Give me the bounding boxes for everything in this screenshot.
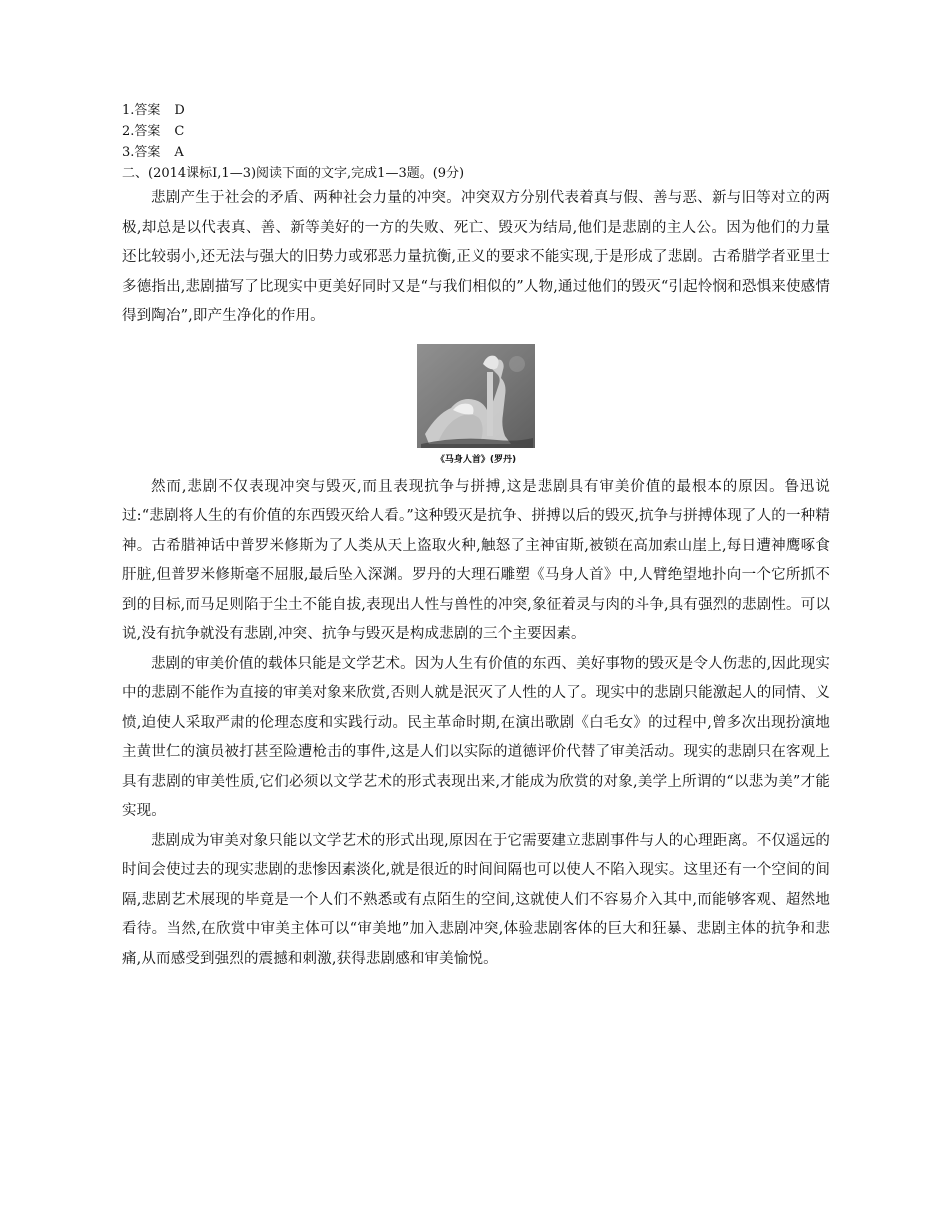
- answer-label: 1.答案: [122, 103, 161, 118]
- answer-label: 2.答案: [122, 124, 161, 139]
- answer-value: C: [174, 124, 185, 139]
- answer-value: A: [174, 145, 184, 160]
- paragraph-1: 悲剧产生于社会的矛盾、两种社会力量的冲突。冲突双方分别代表着真与假、善与恶、新与旧等对立的两极,却总是以代表真、善、新等美好的一方的失败、死亡、毁灭为结局,他们是悲剧的主人公。因为他们的力量还比较弱小,还无法与强大的旧势力或邪恶力量抗衡,正义的要求不能实现,于是形成了悲剧。古希腊学者亚里士多德指出,悲剧描写了比现实中更美好同时又是“与我们相似的”人物,通过他们的毁灭“引起怜悯和恐惧来使感情得到陶冶”,即产生净化的作用。: [122, 190, 830, 324]
- answer-2: [122, 121, 830, 142]
- figure-caption: 《马身人首》(罗丹): [435, 454, 517, 465]
- centaur-sculpture-image: [417, 344, 535, 448]
- document-page: [122, 100, 830, 974]
- figure: [122, 344, 830, 465]
- answer-list: [122, 100, 830, 163]
- answer-3: [122, 142, 830, 163]
- paragraph-4: 悲剧成为审美对象只能以文学艺术的形式出现,原因在于它需要建立悲剧事件与人的心理距离。不仅遥远的时间会使过去的现实悲剧的悲惨因素淡化,就是很近的时间间隔也可以使人不陷入现实。这里还有一个空间的间隔,悲剧艺术展现的毕竟是一个人们不熟悉或有点陌生的空间,这就使人们不容易介入其中,而能够客观、超然地看待。当然,在欣赏中审美主体可以“审美地”加入悲剧冲突,体验悲剧客体的巨大和狂暴、悲剧主体的抗争和悲痛,从而感受到强烈的震撼和刺激,获得悲剧感和审美愉悦。: [122, 832, 830, 967]
- paragraph-2: 然而,悲剧不仅表现冲突与毁灭,而且表现抗争与拼搏,这是悲剧具有审美价值的最根本的原因。鲁迅说过:“悲剧将人生的有价值的东西毁灭给人看。”这种毁灭是抗争、拼搏以后的毁灭,抗争与拼搏体现了人的一种精神。古希腊神话中普罗米修斯为了人类从天上盗取火种,触怒了主神宙斯,被锁在高加索山崖上,每日遭神鹰啄食肝脏,但普罗米修斯毫不屈服,最后坠入深渊。罗丹的大理石雕塑《马身人首》中,人臂绝望地扑向一个它所抓不到的目标,而马足则陷于尘土不能自拔,表现出人性与兽性的冲突,象征着灵与肉的斗争,具有强烈的悲剧性。可以说,没有抗争就没有悲剧,冲突、抗争与毁灭是构成悲剧的三个主要因素。: [122, 478, 830, 642]
- answer-label: 3.答案: [122, 145, 161, 160]
- section-heading: 二、(2014课标Ⅰ,1—3)阅读下面的文字,完成1—3题。(9分): [122, 166, 465, 181]
- answer-value: D: [174, 103, 185, 118]
- paragraph-3: 悲剧的审美价值的载体只能是文学艺术。因为人生有价值的东西、美好事物的毁灭是令人伤悲的,因此现实中的悲剧不能作为直接的审美对象来欣赏,否则人就是泯灭了人性的人了。现实中的悲剧只能激起人的同情、义愤,迫使人采取严肃的伦理态度和实践行动。民主革命时期,在演出歌剧《白毛女》的过程中,曾多次出现扮演地主黄世仁的演员被打甚至险遭枪击的事件,这是人们以实际的道德评价代替了审美活动。现实的悲剧只在客观上具有悲剧的审美性质,它们必须以文学艺术的形式表现出来,才能成为欣赏的对象,美学上所谓的“以悲为美”才能实现。: [122, 655, 830, 819]
- answer-1: [122, 100, 830, 121]
